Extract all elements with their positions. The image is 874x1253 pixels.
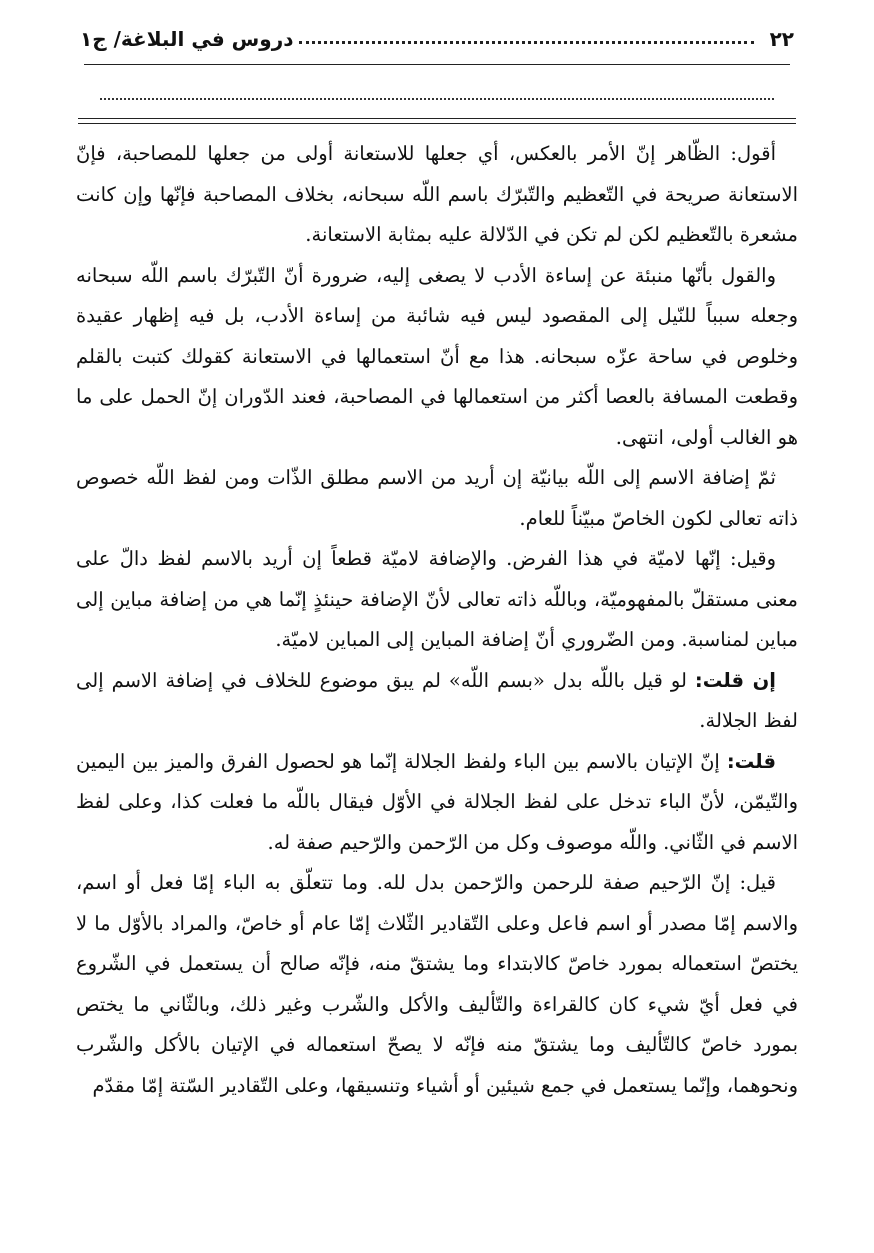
paragraph-text: قيل: إنّ الرّحيم صفة للرحمن والرّحمن بدل لله. وما تتعلّق به الباء إمّا فعل أو اسم، والاسم إمّا مصدر أو اسم فاعل وعلى التّقادير الثّلاث إمّا عام أو خاصّ، والمراد بالأوّل ما لا يختصّ استعماله بمورد خاصّ كالابتداء وما يشتقّ منه، فإنّه صالح أن يستعمل في الشّروع في فعل أيّ شيء كان كالقراءة والتّأليف والأكل والشّرب وغير ذلك، وبالثّاني ما يختص بمورد خاصّ كالتّأليف وما يشتقّ منه فإنّه لا يصحّ استعماله في الإتيان بالأكل والشّرب ونحوهما، وإنّما يستعمل في جمع شيئين أو أشياء وتنسيقها، وعلى التّقادير السّتة إمّا مقدّم <box>76 871 798 1097</box>
page-number: ٢٢ <box>769 27 794 51</box>
header-leader-dots <box>299 41 753 44</box>
paragraph <box>76 458 798 539</box>
paragraph-text: وقيل: إنّها لاميّة في هذا الفرض. والإضافة لاميّة قطعاً إن أريد بالاسم لفظ دالّ على معنى مستقلّ بالمفهوميّة، وباللّه ذاته تعالى لأنّ الإضافة حينئذٍ إنّما هي من إضافة مباين إلى مباين لمناسبة. ومن الضّروري أنّ إضافة المباين إلى المباين لاميّة. <box>76 547 798 651</box>
paragraph-text: والقول بأنّها منبئة عن إساءة الأدب لا يصغى إليه، ضرورة أنّ التّبرّك باسم اللّه سبحانه وجعله سبباً للنّيل إلى المقصود ليس فيه شائبة من إساءة الأدب، بل فيه إظهار عقيدة وخلوص في ساحة عزّه سبحانه. هذا مع أنّ استعمالها في الاستعانة كقولك كتبت بالقلم وقطعت المسافة بالعصا أكثر من استعمالها في المصاحبة، فعند الدّوران إنّ الحمل على ما هو الغالب أولى، انتهى. <box>76 263 798 449</box>
paragraph <box>76 742 798 864</box>
paragraph <box>76 539 798 661</box>
paragraph <box>76 863 798 1106</box>
page-header <box>80 22 794 56</box>
paragraph-text: إنّ الإتيان بالاسم بين الباء ولفظ الجلالة إنّما هو لحصول الفرق والميز بين اليمين والتّيمّن، لأنّ الباء تدخل على لفظ الجلالة في الأوّل فيقال باللّه ما فعلت كذا، وعلى لفظ الاسم في الثّاني. واللّه موصوف وكل من الرّحمن والرّحيم صفة له. <box>76 749 798 854</box>
paragraph <box>76 256 798 459</box>
paragraph <box>76 661 798 742</box>
double-rule-upper <box>78 118 796 119</box>
paragraph-text: أقول: الظّاهر إنّ الأمر بالعكس، أي جعلها للاستعانة أولى من جعلها للمصاحبة، فإنّ الاستعانة صريحة في التّعظيم والتّبرّك باسم اللّه سبحانه، بخلاف المصاحبة فإنّها وإن كانت مشعرة بالتّعظيم لكن لم تكن في الدّلالة عليه بمثابة الاستعانة. <box>76 142 798 246</box>
paragraph-lead: إن قلت: <box>694 668 776 692</box>
paragraph <box>76 134 798 256</box>
dotted-separator <box>100 90 774 100</box>
paragraph-lead: قلت: <box>726 749 776 773</box>
double-rule-lower <box>78 123 796 124</box>
paragraph-text: لو قيل باللّه بدل «بسم اللّه» لم يبق موضوع للخلاف في إضافة الاسم إلى لفظ الجلالة. <box>76 668 798 732</box>
running-title: دروس في البلاغة/ ج١ <box>80 27 294 51</box>
paragraph-text: ثمّ إضافة الاسم إلى اللّه بيانيّة إن أريد من الاسم مطلق الذّات ومن لفظ اللّه خصوص ذاته تعالى لكون الخاصّ مبيّناً للعام. <box>76 466 798 530</box>
header-rule <box>84 64 790 65</box>
body-text <box>76 134 798 1106</box>
